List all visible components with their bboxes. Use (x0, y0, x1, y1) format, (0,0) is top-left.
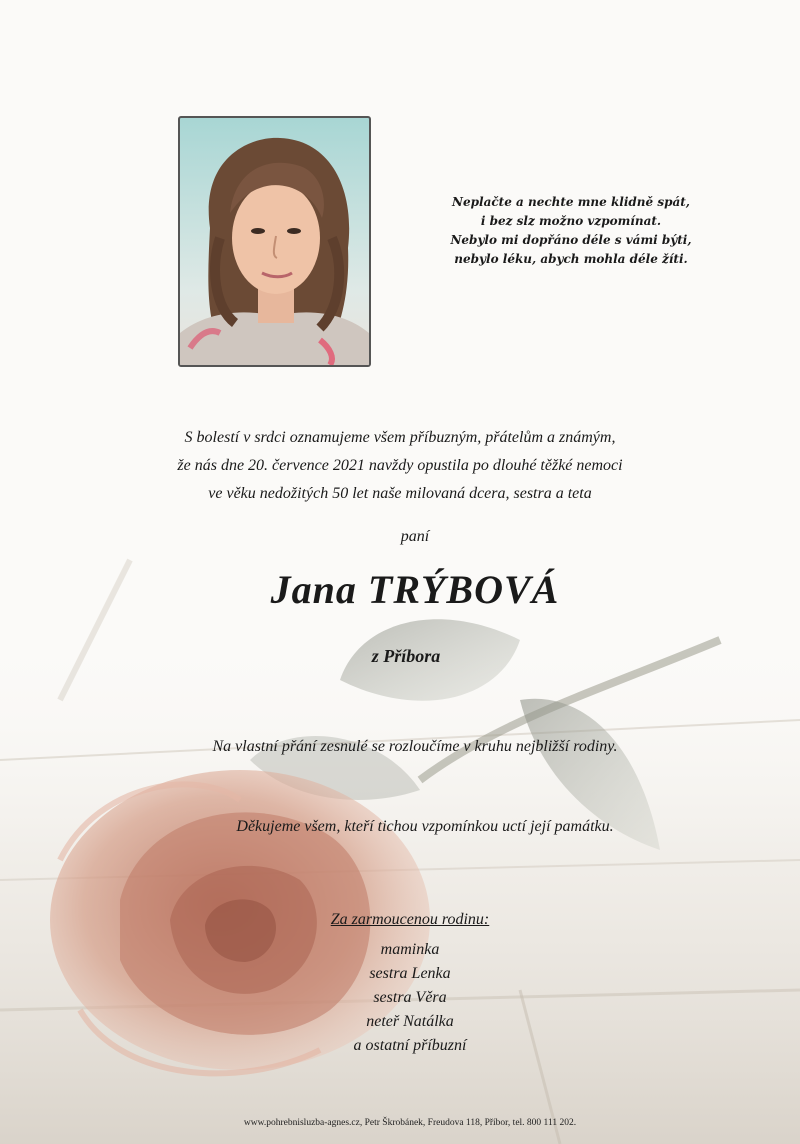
thanks-text: Děkujeme všem, kteří tichou vzpomínkou uctí její památku. (236, 818, 614, 835)
funeral-service-footer: www.pohrebnisluzba-agnes.cz, Petr Škrobánek, Freudova 118, Příbor, tel. 800 111 202. (243, 1118, 577, 1128)
poem-line: Nebylo mi dopřáno déle s vámi býti, (450, 233, 692, 247)
poem-line: i bez slz možno vzpomínat. (480, 214, 662, 228)
family-block (0, 908, 800, 1058)
announcement-line: S bolestí v srdci oznamujeme všem příbuzným, přátelům a známým, (184, 429, 616, 446)
poem-line: Neplačte a nechte mne klidně spát, (452, 195, 690, 209)
title-word: paní (400, 528, 430, 545)
poem (440, 193, 702, 269)
family-member: sestra Lenka (369, 965, 451, 982)
farewell-text: Na vlastní přání zesnulé se rozloučíme v kruhu nejbližší rodiny. (212, 738, 618, 755)
family-heading: Za zarmoucenou rodinu: (330, 911, 490, 928)
announcement-text (80, 424, 720, 508)
announcement-line: ve věku nedožitých 50 let naše milovaná dcera, sestra a teta (208, 485, 592, 502)
deceased-name: Jana TRÝBOVÁ (270, 567, 560, 612)
family-member: sestra Věra (373, 989, 447, 1006)
portrait-photo-icon (180, 118, 369, 365)
portrait-photo (178, 116, 371, 367)
family-member: neteř Natálka (366, 1013, 454, 1030)
poem-line: nebylo léku, abych mohla déle žíti. (454, 252, 688, 266)
family-member: a ostatní příbuzní (353, 1037, 467, 1054)
family-member: maminka (380, 941, 440, 958)
origin-town: z Příbora (371, 646, 441, 666)
announcement-line: že nás dne 20. července 2021 navždy opustila po dlouhé těžké nemoci (177, 457, 623, 474)
